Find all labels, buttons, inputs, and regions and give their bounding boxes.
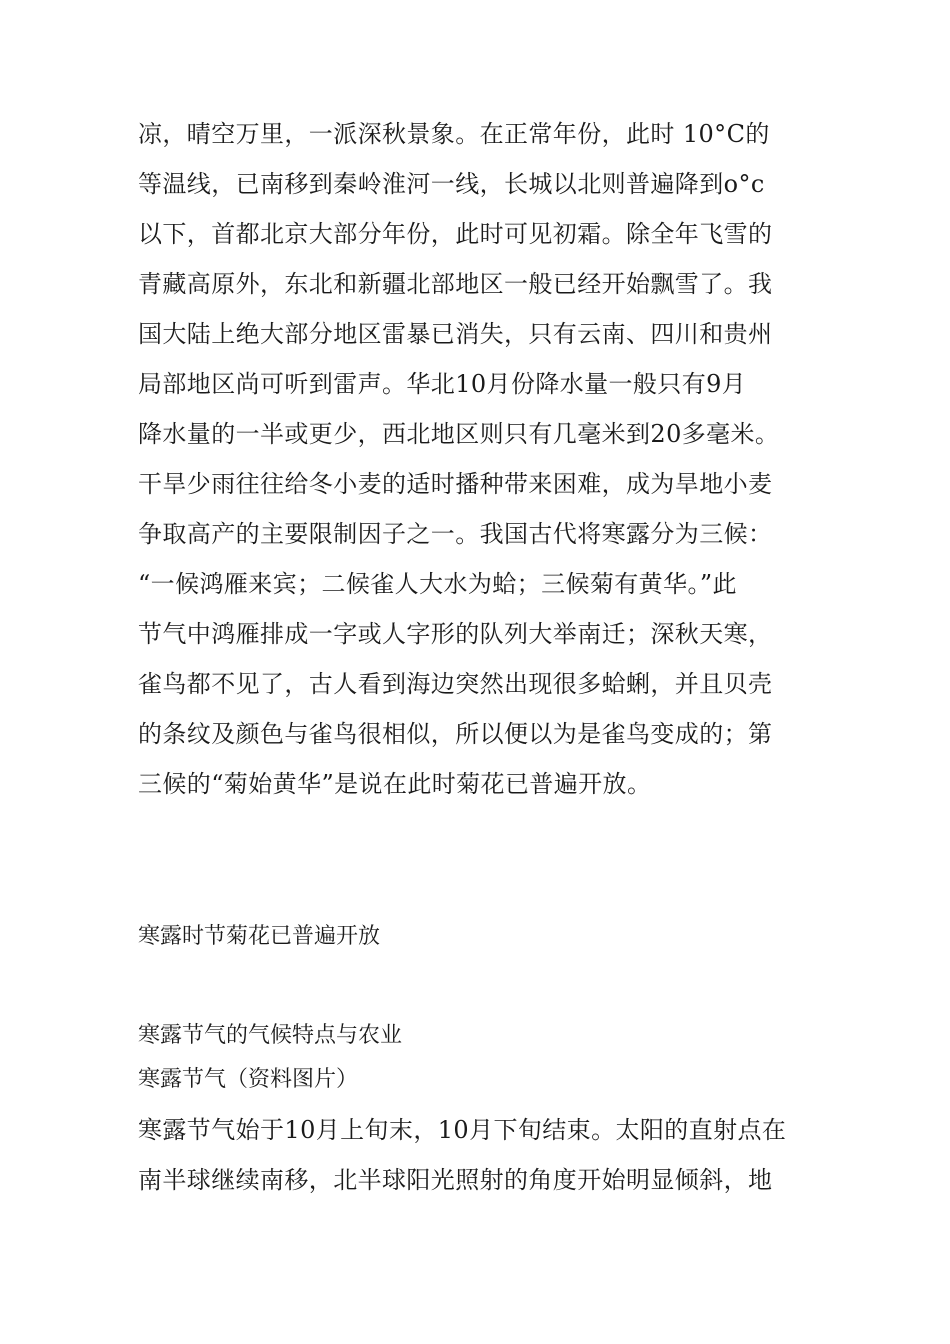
text-line: 以下，首都北京大部分年份，此时可见初霜。除全年飞雪的 — [138, 220, 773, 248]
text-line: 三候的“菊始黄华”是说在此时菊花已普遍开放。 — [138, 770, 652, 798]
text-line: 等温线，已南移到秦岭淮河一线，长城以北则普遍降到o°c — [138, 170, 765, 198]
text-line: 的条纹及颜色与雀鸟很相似，所以便以为是雀鸟变成的；第 — [138, 720, 773, 748]
text-line: 节气中鸿雁排成一字或人字形的队列大举南迁；深秋天寒， — [138, 620, 773, 648]
text-line: 争取高产的主要限制因子之一。我国古代将寒露分为三候： — [138, 520, 773, 548]
image-caption: 寒露节气（资料图片） — [138, 1067, 359, 1092]
section-title: 寒露节气的气候特点与农业 — [138, 1023, 403, 1048]
text-line: 凉，晴空万里，一派深秋景象。在正常年份，此时 10°C的 — [138, 120, 770, 148]
text-line: 局部地区尚可听到雷声。华北10月份降水量一般只有9月 — [138, 370, 747, 398]
text-line: “一候鸿雁来宾；二候雀人大水为蛤；三候菊有黄华。”此 — [138, 570, 737, 598]
text-line: 青藏高原外，东北和新疆北部地区一般已经开始飘雪了。我 — [138, 270, 773, 298]
text-line: 国大陆上绝大部分地区雷暴已消失，只有云南、四川和贵州 — [138, 320, 773, 348]
image-caption: 寒露时节菊花已普遍开放 — [138, 924, 381, 949]
text-line: 雀鸟都不见了，古人看到海边突然出现很多蛤蜊，并且贝壳 — [138, 670, 773, 698]
text-line: 降水量的一半或更少，西北地区则只有几毫米到20多毫米。 — [138, 420, 780, 448]
text-line: 干旱少雨往往给冬小麦的适时播种带来困难，成为旱地小麦 — [138, 470, 773, 498]
text-line: 南半球继续南移，北半球阳光照射的角度开始明显倾斜，地 — [138, 1166, 773, 1194]
text-line: 寒露节气始于10月上旬末，10月下旬结束。太阳的直射点在 — [138, 1116, 787, 1144]
